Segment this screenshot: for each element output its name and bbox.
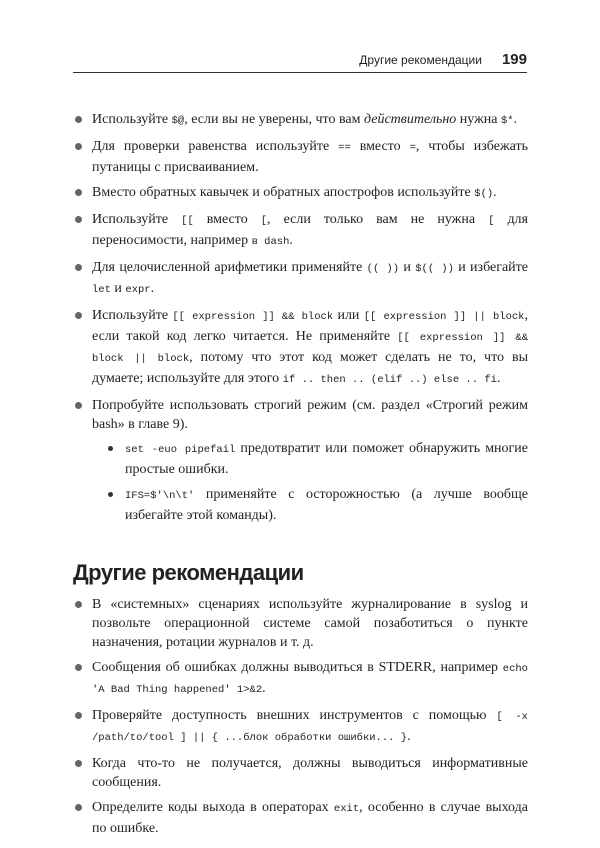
- list-item: Используйте [[ вместо [, если только вам не нужна [ для переносимости, например в dash.: [92, 210, 528, 252]
- list-item: Вместо обратных кавычек и обратных апострофов используйте $().: [92, 183, 528, 204]
- list-item: Определите коды выхода в операторах exit, особенно в случае выхода по ошибке.: [92, 800, 528, 836]
- list-item: Используйте $@, если вы не уверены, что вам действительно нужна $*.: [92, 110, 528, 131]
- section-heading: Другие рекомендации: [73, 560, 304, 585]
- list-item: Для проверки равенства используйте == вместо =, чтобы избежать путаницы с присваиванием.: [92, 139, 528, 175]
- running-head: [73, 50, 527, 73]
- list-item: В «системных» сценариях используйте журналирование в syslog и позвольте операционной системе самой позаботиться о пункте назначения, ротации журналов и т. д.: [92, 597, 528, 650]
- list-item: Проверяйте доступность внешних инструментов с помощью [ -x /path/to/tool ] || { ...блок обработки ошибки... }.: [92, 706, 528, 748]
- list-item: Попробуйте использовать строгий режим (см. раздел «Строгий режим bash» в главе 9). set -euo pipefail предотвратит или поможет обнаружить многие простые ошибки. IFS=$'\n\t' применяйте с осторожностью (а лучше вообще избегайте этой команды).: [92, 398, 528, 523]
- sublist-item: IFS=$'\n\t' применяйте с осторожностью (а лучше вообще избегайте этой команды).: [125, 487, 528, 523]
- list-item: Для целочисленной арифметики применяйте (( )) и $(( )) и избегайте let и expr.: [92, 258, 528, 300]
- page-body: [73, 110, 529, 844]
- running-head-title: Другие рекомендации: [359, 53, 482, 67]
- recommendations-list: [92, 110, 528, 525]
- page-number: 199: [501, 51, 527, 68]
- strict-mode-sublist: [92, 439, 528, 525]
- sublist-item: set -euo pipefail предотвратит или поможет обнаружить многие простые ошибки.: [125, 441, 528, 477]
- list-item: Используйте [[ expression ]] && block или [[ expression ]] || block, если такой код легко читается. Не применяйте [[ expression ]] && block || block, потому что этот код может сделать не то, что вы думаете; используйте для этого if .. then .. (elif ..) else .. fi.: [92, 306, 528, 390]
- list-item: Сообщения об ошибках должны выводиться в STDERR, например echo 'A Bad Thing happened' 1>&2.: [92, 658, 528, 700]
- other-recommendations-list: [92, 595, 528, 838]
- list-item: Когда что-то не получается, должны выводиться информативные сообщения.: [92, 756, 528, 790]
